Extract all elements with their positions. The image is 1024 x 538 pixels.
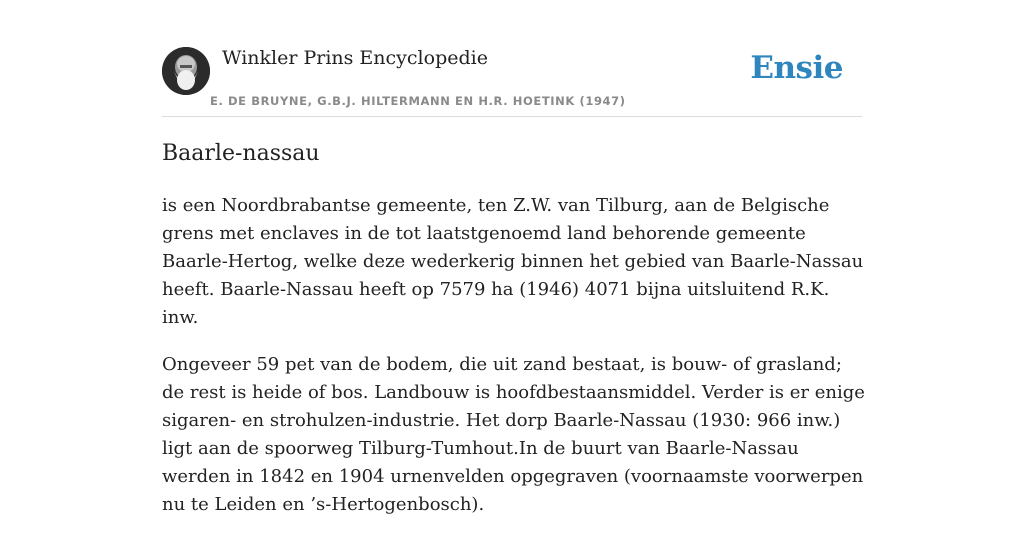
entry-paragraph: Ongeveer 59 pet van de bodem, die uit zand bestaat, is bouw- of grasland; de rest is heide of bos. Landbouw is hoofdbestaansmiddel. Verder is er enige sigaren- en strohulzen-industrie. Het dorp Baarle-Nassau (1930: 966 inw.) ligt aan de spoorweg Tilburg-Tumhout.In de buurt van Baarle-Nassau werden in 1842 en 1904 urnenvelden opgegraven (voornaamste voorwerpen nu te Leiden en ’s-Hertogenbosch). (162, 354, 865, 515)
page-header (162, 44, 862, 117)
entry-paragraph: is een Noordbrabantse gemeente, ten Z.W. van Tilburg, aan de Belgische grens met enclaves in de tot laatstgenoemd land behorende gemeente Baarle-Hertog, welke deze wederkerig binnen het gebied van Baarle-Nassau heeft. Baarle-Nassau heeft op 7579 ha (1946) 4071 bijna uitsluitend R.K. inw. (162, 195, 864, 328)
author-portrait-icon[interactable] (162, 47, 210, 95)
book-authors: E. DE BRUYNE, G.B.J. HILTERMANN EN H.R. HOETINK (1947) (210, 94, 626, 108)
brand-logo[interactable]: Ensie (750, 50, 843, 86)
entry-title: Baarle-nassau (162, 141, 320, 166)
entry-body (162, 192, 866, 538)
book-title[interactable]: Winkler Prins Encyclopedie (222, 47, 488, 69)
